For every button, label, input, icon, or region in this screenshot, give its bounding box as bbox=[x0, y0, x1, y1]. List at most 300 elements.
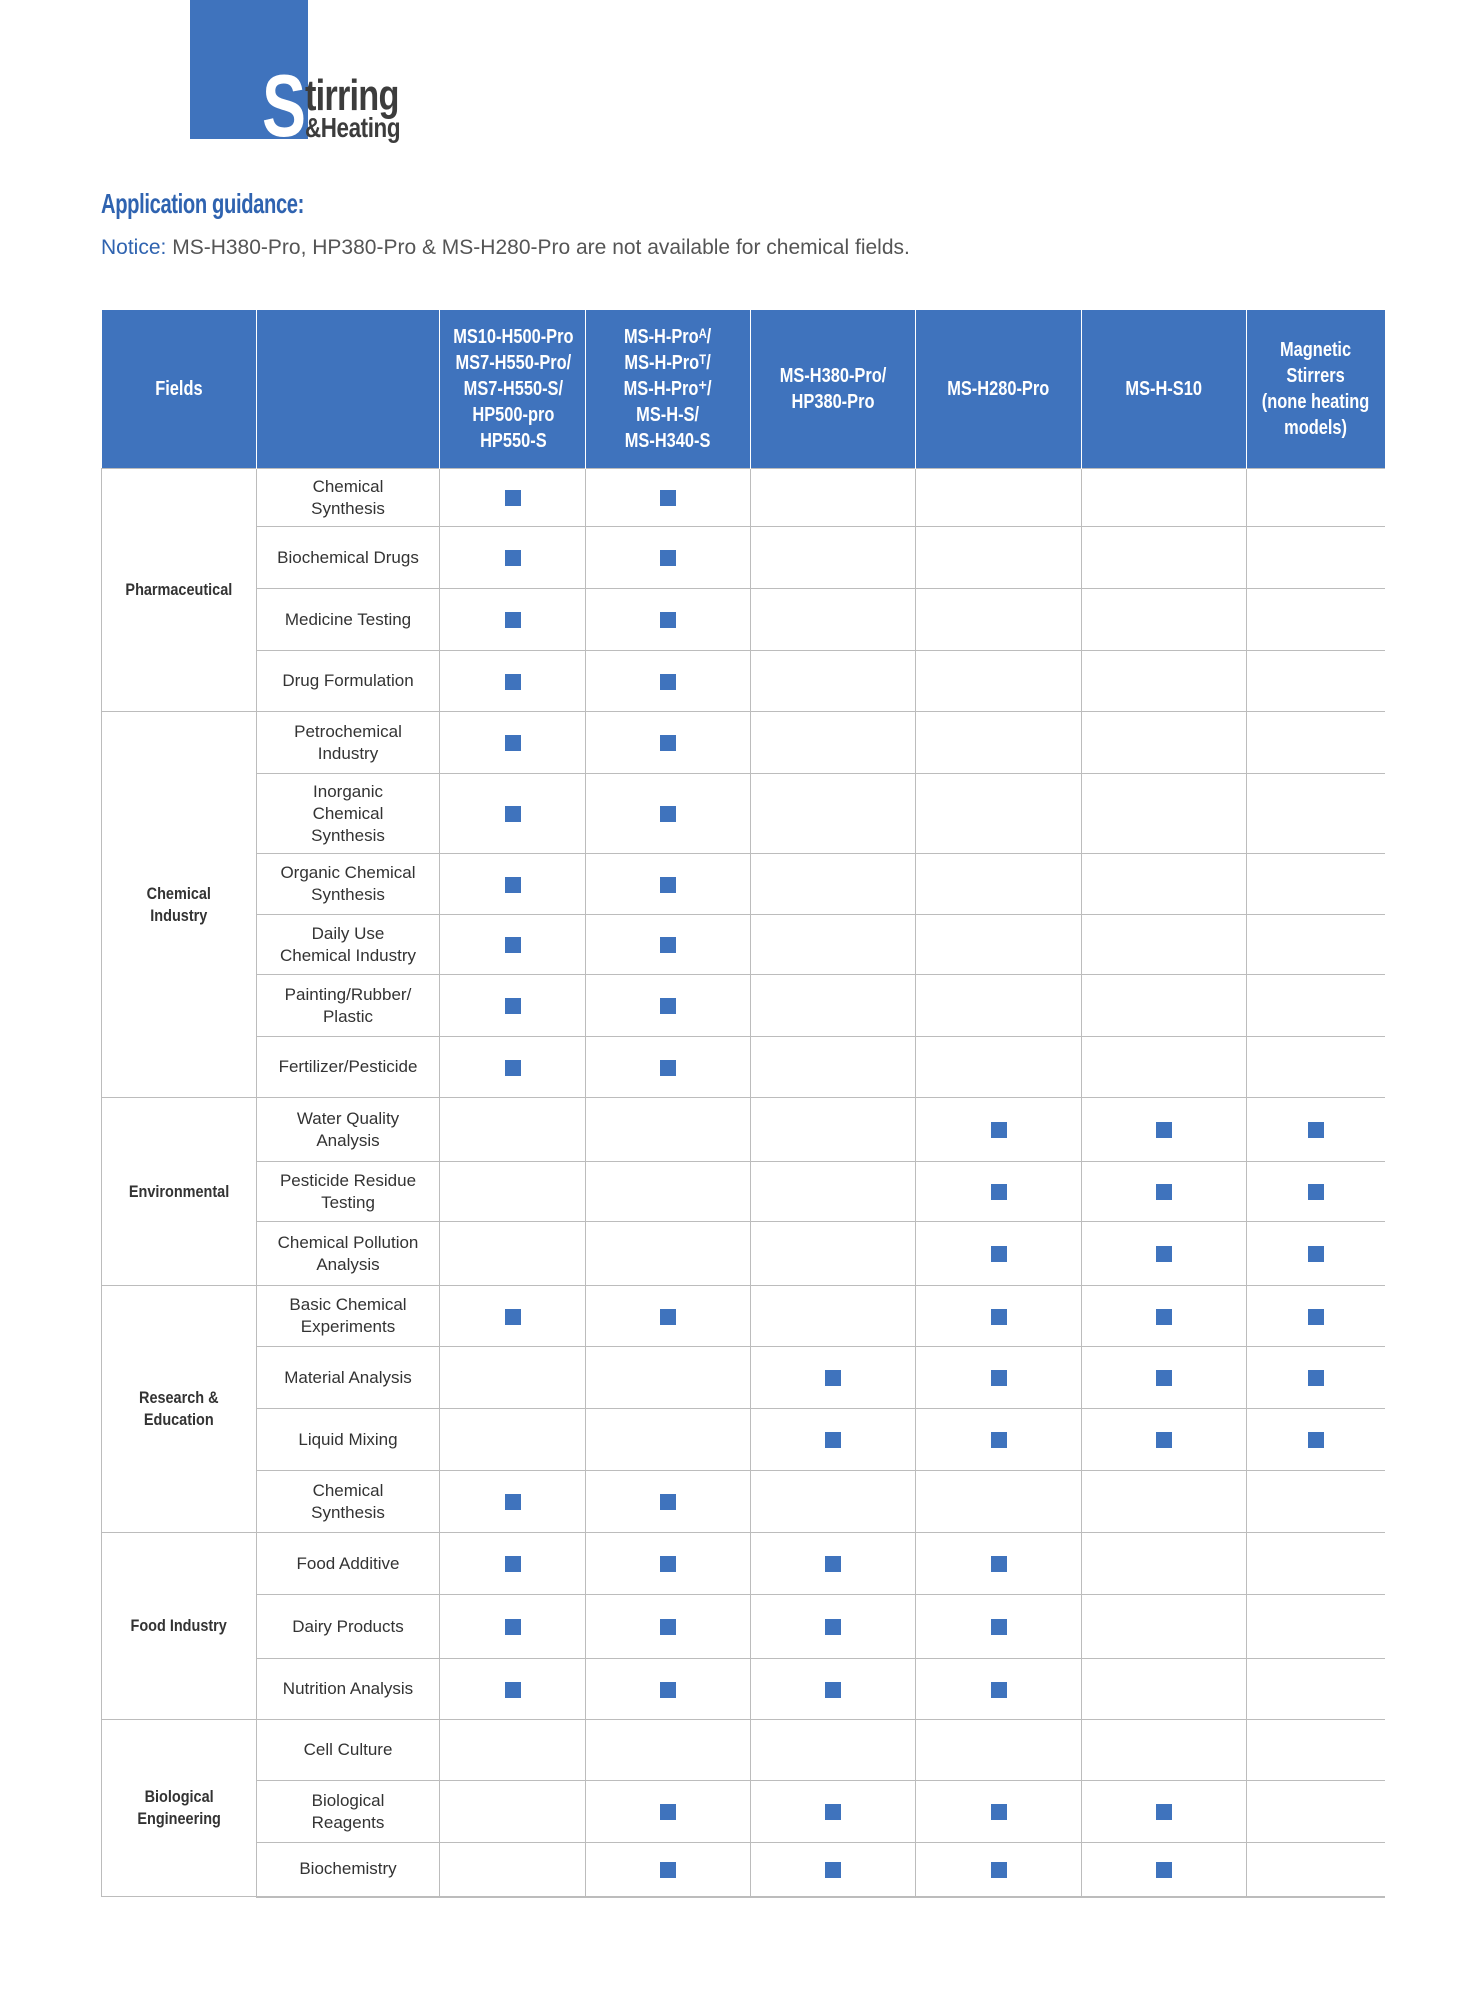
check-square-icon bbox=[505, 937, 521, 953]
compatibility-cell bbox=[440, 1286, 586, 1347]
check-square-icon bbox=[660, 877, 676, 893]
compatibility-cell bbox=[751, 1347, 916, 1409]
compatibility-cell bbox=[1247, 1595, 1385, 1659]
table-row bbox=[102, 651, 1385, 712]
compatibility-cell bbox=[751, 1222, 916, 1286]
compatibility-cell bbox=[440, 854, 586, 915]
compatibility-cell bbox=[440, 1409, 586, 1471]
check-square-icon bbox=[825, 1804, 841, 1820]
compatibility-cell bbox=[751, 469, 916, 527]
compatibility-cell bbox=[1082, 1843, 1247, 1897]
header-label-line: (none heating bbox=[1261, 391, 1370, 413]
application-name bbox=[257, 1286, 440, 1347]
compatibility-cell bbox=[1247, 1533, 1385, 1595]
field-label bbox=[102, 1098, 257, 1286]
check-square-icon bbox=[660, 735, 676, 751]
compatibility-cell bbox=[751, 1098, 916, 1162]
header-model-col-6 bbox=[1247, 310, 1385, 469]
check-square-icon bbox=[660, 1494, 676, 1510]
application-name-line: Dairy Products bbox=[292, 1616, 404, 1636]
notice bbox=[101, 236, 910, 260]
compatibility-cell bbox=[751, 589, 916, 651]
header-label bbox=[1126, 376, 1203, 402]
field-label bbox=[102, 1286, 257, 1533]
application-name bbox=[257, 915, 440, 975]
compatibility-cell bbox=[916, 651, 1082, 712]
check-square-icon bbox=[660, 998, 676, 1014]
application-name-line: Chemical Industry bbox=[279, 945, 417, 965]
compatibility-cell bbox=[751, 975, 916, 1037]
compatibility-cell bbox=[1247, 1720, 1385, 1781]
compatibility-cell bbox=[586, 1347, 751, 1409]
application-name bbox=[257, 1471, 440, 1533]
header-label-line: models) bbox=[1284, 417, 1348, 439]
check-square-icon bbox=[991, 1122, 1007, 1138]
check-square-icon bbox=[1156, 1122, 1172, 1138]
compatibility-cell bbox=[440, 1781, 586, 1843]
compatibility-cell bbox=[440, 1595, 586, 1659]
field-label-text bbox=[131, 1615, 227, 1637]
application-name-line: Synthesis bbox=[311, 498, 385, 518]
check-square-icon bbox=[991, 1370, 1007, 1386]
compatibility-cell bbox=[751, 651, 916, 712]
header-model-col-4 bbox=[916, 310, 1082, 469]
application-name-line: Biochemistry bbox=[299, 1859, 397, 1879]
check-square-icon bbox=[505, 1682, 521, 1698]
field-label-text bbox=[147, 883, 211, 927]
check-square-icon bbox=[505, 806, 521, 822]
table-row bbox=[102, 527, 1385, 589]
check-square-icon bbox=[505, 674, 521, 690]
compatibility-cell bbox=[751, 854, 916, 915]
compatibility-cell bbox=[1082, 1286, 1247, 1347]
application-name-line: Drug Formulation bbox=[282, 671, 414, 690]
compatibility-cell bbox=[586, 1162, 751, 1222]
check-square-icon bbox=[991, 1184, 1007, 1200]
check-square-icon bbox=[991, 1556, 1007, 1572]
application-name bbox=[257, 975, 440, 1037]
header-label-line: MS-H-Proᵀ/ bbox=[624, 352, 712, 374]
check-square-icon bbox=[505, 998, 521, 1014]
compatibility-cell bbox=[916, 1471, 1082, 1533]
application-name-line: Analysis bbox=[316, 1254, 380, 1274]
logo-word-stirring: tirring bbox=[305, 71, 399, 120]
compatibility-cell bbox=[586, 1222, 751, 1286]
compatibility-cell bbox=[1247, 774, 1385, 854]
compatibility-cell bbox=[1082, 1037, 1247, 1098]
compatibility-cell bbox=[586, 1098, 751, 1162]
application-name bbox=[257, 1162, 440, 1222]
application-name bbox=[257, 712, 440, 774]
application-name bbox=[257, 1843, 440, 1897]
compatibility-cell bbox=[751, 774, 916, 854]
notice-text: MS-H380-Pro, HP380-Pro & MS-H280-Pro are not available for chemical fields. bbox=[172, 236, 910, 259]
compatibility-cell bbox=[916, 975, 1082, 1037]
application-name bbox=[257, 1659, 440, 1720]
field-label-text bbox=[139, 1387, 219, 1431]
header-fields: Fields bbox=[102, 310, 257, 469]
compatibility-cell bbox=[1082, 1720, 1247, 1781]
compatibility-cell bbox=[1247, 1286, 1385, 1347]
header-label bbox=[1262, 337, 1370, 441]
compatibility-cell bbox=[1247, 854, 1385, 915]
compatibility-cell bbox=[1247, 1037, 1385, 1098]
compatibility-cell bbox=[1082, 1781, 1247, 1843]
header-label-line: MS10-H500-Pro bbox=[453, 326, 574, 348]
table-row bbox=[102, 774, 1385, 854]
compatibility-cell bbox=[440, 527, 586, 589]
header-label-line: HP380-Pro bbox=[791, 391, 875, 413]
application-name-line: Reagents bbox=[311, 1812, 385, 1832]
compatibility-cell bbox=[586, 1471, 751, 1533]
compatibility-cell bbox=[916, 1286, 1082, 1347]
compatibility-cell bbox=[586, 1037, 751, 1098]
check-square-icon bbox=[505, 1494, 521, 1510]
check-square-icon bbox=[660, 1804, 676, 1820]
compatibility-cell bbox=[586, 469, 751, 527]
compatibility-cell bbox=[1082, 854, 1247, 915]
compatibility-cell bbox=[440, 1720, 586, 1781]
header-label-line: MS-H-Proᴬ/ bbox=[624, 326, 712, 348]
header-label bbox=[624, 324, 712, 454]
table-row bbox=[102, 1781, 1385, 1843]
compatibility-cell bbox=[916, 1659, 1082, 1720]
compatibility-cell bbox=[751, 1471, 916, 1533]
compatibility-cell bbox=[586, 651, 751, 712]
header-label-line: Magnetic bbox=[1280, 339, 1352, 361]
application-name-line: Liquid Mixing bbox=[298, 1429, 398, 1449]
compatibility-cell bbox=[440, 1162, 586, 1222]
compatibility-cell bbox=[586, 854, 751, 915]
application-name-line: Cell Culture bbox=[303, 1740, 393, 1759]
field-label-line: Industry bbox=[150, 905, 208, 925]
field-label bbox=[102, 712, 257, 1098]
field-label-line: Biological bbox=[144, 1787, 214, 1806]
compatibility-cell bbox=[440, 1347, 586, 1409]
header-label-line: MS-H-S10 bbox=[1125, 378, 1203, 400]
header-model-col-3 bbox=[751, 310, 916, 469]
check-square-icon bbox=[1308, 1309, 1324, 1325]
table-row bbox=[102, 1471, 1385, 1533]
header-label-line: HP500-pro bbox=[472, 404, 555, 426]
compatibility-cell bbox=[1082, 1659, 1247, 1720]
compatibility-cell bbox=[440, 1222, 586, 1286]
compatibility-cell bbox=[586, 975, 751, 1037]
compatibility-cell bbox=[1247, 915, 1385, 975]
compatibility-cell bbox=[440, 589, 586, 651]
application-name-line: Experiments bbox=[300, 1317, 396, 1336]
application-name bbox=[257, 1098, 440, 1162]
compatibility-cell bbox=[586, 1781, 751, 1843]
check-square-icon bbox=[505, 550, 521, 566]
compatibility-cell bbox=[916, 774, 1082, 854]
application-name-line: Fertilizer/Pesticide bbox=[278, 1057, 418, 1076]
check-square-icon bbox=[1308, 1370, 1324, 1386]
application-name bbox=[257, 854, 440, 915]
table-row bbox=[102, 469, 1385, 527]
check-square-icon bbox=[1308, 1246, 1324, 1262]
application-name-line: Chemical Pollution bbox=[277, 1232, 419, 1252]
field-label-text bbox=[129, 1181, 229, 1203]
application-name-line: Synthesis bbox=[311, 885, 385, 904]
compatibility-cell bbox=[1247, 469, 1385, 527]
field-label bbox=[102, 469, 257, 712]
compatibility-cell bbox=[916, 589, 1082, 651]
compatibility-cell bbox=[916, 1347, 1082, 1409]
compatibility-cell bbox=[1247, 1222, 1385, 1286]
application-name bbox=[257, 1347, 440, 1409]
header-label-line: MS-H280-Pro bbox=[947, 378, 1050, 400]
application-name-line: Synthesis bbox=[311, 825, 385, 845]
compatibility-cell bbox=[1082, 774, 1247, 854]
check-square-icon bbox=[505, 612, 521, 628]
compatibility-cell bbox=[586, 1286, 751, 1347]
compatibility-cell bbox=[916, 1409, 1082, 1471]
compatibility-cell bbox=[440, 915, 586, 975]
compatibility-cell bbox=[916, 712, 1082, 774]
compatibility-cell bbox=[916, 1037, 1082, 1098]
check-square-icon bbox=[825, 1370, 841, 1386]
compatibility-cell bbox=[586, 1533, 751, 1595]
header-label bbox=[453, 324, 573, 454]
application-name-line: Plastic bbox=[322, 1006, 374, 1026]
table-row bbox=[102, 1843, 1385, 1897]
compatibility-cell bbox=[586, 915, 751, 975]
check-square-icon bbox=[825, 1862, 841, 1878]
check-square-icon bbox=[1156, 1184, 1172, 1200]
application-name-line: Analysis bbox=[316, 1130, 380, 1150]
table-row bbox=[102, 1037, 1385, 1098]
compatibility-cell bbox=[440, 1533, 586, 1595]
table-row bbox=[102, 1659, 1385, 1720]
check-square-icon bbox=[660, 674, 676, 690]
field-label bbox=[102, 1533, 257, 1720]
check-square-icon bbox=[505, 877, 521, 893]
application-name-line: Chemical bbox=[312, 1480, 384, 1500]
table-row bbox=[102, 1162, 1385, 1222]
compatibility-cell bbox=[1247, 1843, 1385, 1897]
field-label bbox=[102, 1720, 257, 1897]
check-square-icon bbox=[1156, 1804, 1172, 1820]
compatibility-cell bbox=[1082, 712, 1247, 774]
compatibility-cell bbox=[440, 1037, 586, 1098]
check-square-icon bbox=[991, 1862, 1007, 1878]
compatibility-cell bbox=[1247, 1347, 1385, 1409]
header-row bbox=[102, 310, 1385, 469]
compatibility-cell bbox=[751, 1286, 916, 1347]
compatibility-cell bbox=[916, 854, 1082, 915]
compatibility-cell bbox=[751, 527, 916, 589]
table-row bbox=[102, 915, 1385, 975]
check-square-icon bbox=[991, 1804, 1007, 1820]
header-label-line: MS7-H550-Pro/ bbox=[455, 352, 572, 374]
compatibility-cell bbox=[440, 975, 586, 1037]
header-model-col-1 bbox=[440, 310, 586, 469]
field-label-line: Engineering bbox=[137, 1809, 221, 1828]
compatibility-cell bbox=[1247, 651, 1385, 712]
check-square-icon bbox=[505, 1060, 521, 1076]
check-square-icon bbox=[1156, 1246, 1172, 1262]
application-name-line: Painting/Rubber/ bbox=[284, 984, 412, 1004]
compatibility-cell bbox=[586, 1659, 751, 1720]
application-name bbox=[257, 1037, 440, 1098]
compatibility-cell bbox=[440, 1659, 586, 1720]
header-label-line: Stirrers bbox=[1286, 365, 1345, 387]
compatibility-cell bbox=[586, 527, 751, 589]
check-square-icon bbox=[660, 806, 676, 822]
header-model-col-2 bbox=[586, 310, 751, 469]
field-label-line: Food Industry bbox=[130, 1616, 228, 1635]
compatibility-cell bbox=[1247, 1659, 1385, 1720]
table-row bbox=[102, 854, 1385, 915]
notice-label: Notice: bbox=[101, 236, 167, 259]
compatibility-cell bbox=[1082, 1222, 1247, 1286]
compatibility-cell bbox=[751, 1533, 916, 1595]
compatibility-cell bbox=[1247, 1471, 1385, 1533]
application-name-line: Material Analysis bbox=[284, 1367, 412, 1387]
check-square-icon bbox=[660, 937, 676, 953]
application-name-line: Food Additive bbox=[296, 1553, 400, 1573]
application-name bbox=[257, 1409, 440, 1471]
table-row bbox=[102, 712, 1385, 774]
compatibility-cell bbox=[1082, 1409, 1247, 1471]
compatibility-cell bbox=[440, 774, 586, 854]
compatibility-cell bbox=[1247, 589, 1385, 651]
application-name-line: Synthesis bbox=[311, 1502, 385, 1522]
check-square-icon bbox=[505, 735, 521, 751]
compatibility-cell bbox=[916, 915, 1082, 975]
check-square-icon bbox=[825, 1556, 841, 1572]
compatibility-cell bbox=[586, 1409, 751, 1471]
compatibility-cell bbox=[1082, 1347, 1247, 1409]
header-label-line: MS-H-Pro⁺/ bbox=[624, 378, 712, 400]
compatibility-cell bbox=[751, 1720, 916, 1781]
compatibility-cell bbox=[916, 1162, 1082, 1222]
compatibility-cell bbox=[1247, 527, 1385, 589]
application-name bbox=[257, 527, 440, 589]
compatibility-cell bbox=[440, 1098, 586, 1162]
application-name bbox=[257, 1222, 440, 1286]
check-square-icon bbox=[1308, 1184, 1324, 1200]
header-label-line: MS-H380-Pro/ bbox=[779, 365, 887, 387]
page-heading: Application guidance: bbox=[101, 188, 305, 219]
header-label bbox=[947, 376, 1049, 402]
table-row bbox=[102, 1720, 1385, 1781]
header-application bbox=[257, 310, 440, 469]
logo-word-heating: &Heating bbox=[305, 112, 401, 143]
check-square-icon bbox=[1156, 1370, 1172, 1386]
application-name bbox=[257, 1595, 440, 1659]
compatibility-cell bbox=[1082, 651, 1247, 712]
check-square-icon bbox=[1308, 1432, 1324, 1448]
check-square-icon bbox=[825, 1682, 841, 1698]
header-label bbox=[780, 363, 887, 415]
compatibility-cell bbox=[1082, 527, 1247, 589]
application-name bbox=[257, 589, 440, 651]
compatibility-cell bbox=[751, 1659, 916, 1720]
application-name-line: Petrochemical bbox=[294, 721, 402, 741]
compatibility-cell bbox=[440, 1843, 586, 1897]
compatibility-cell bbox=[1082, 589, 1247, 651]
check-square-icon bbox=[991, 1432, 1007, 1448]
check-square-icon bbox=[660, 1060, 676, 1076]
field-label-line: Chemical bbox=[146, 883, 212, 903]
compatibility-cell bbox=[1247, 712, 1385, 774]
table-row bbox=[102, 1533, 1385, 1595]
application-name bbox=[257, 1720, 440, 1781]
compatibility-cell bbox=[440, 469, 586, 527]
compatibility-cell bbox=[916, 1843, 1082, 1897]
application-name-line: Nutrition Analysis bbox=[282, 1679, 414, 1698]
check-square-icon bbox=[660, 550, 676, 566]
compatibility-cell bbox=[440, 1471, 586, 1533]
field-label-line: Pharmaceutical bbox=[125, 580, 233, 599]
compatibility-cell bbox=[440, 651, 586, 712]
compatibility-cell bbox=[1082, 1162, 1247, 1222]
application-name-line: Daily Use bbox=[311, 923, 385, 943]
check-square-icon bbox=[825, 1619, 841, 1635]
application-name-line: Pesticide Residue bbox=[279, 1170, 417, 1190]
check-square-icon bbox=[1156, 1309, 1172, 1325]
check-square-icon bbox=[991, 1246, 1007, 1262]
header-label-line: HP550-S bbox=[480, 430, 547, 452]
compatibility-cell bbox=[916, 1222, 1082, 1286]
check-square-icon bbox=[991, 1682, 1007, 1698]
compatibility-cell bbox=[916, 1098, 1082, 1162]
compatibility-cell bbox=[751, 1781, 916, 1843]
compatibility-cell bbox=[1082, 469, 1247, 527]
check-square-icon bbox=[825, 1432, 841, 1448]
table-row bbox=[102, 1098, 1385, 1162]
check-square-icon bbox=[505, 490, 521, 506]
table-row bbox=[102, 1409, 1385, 1471]
check-square-icon bbox=[660, 1309, 676, 1325]
application-name-line: Chemical bbox=[312, 476, 384, 496]
compatibility-cell bbox=[586, 774, 751, 854]
table-row bbox=[102, 589, 1385, 651]
compatibility-cell bbox=[1082, 1533, 1247, 1595]
field-label-line: Research & bbox=[139, 1388, 219, 1407]
check-square-icon bbox=[660, 490, 676, 506]
application-name-line: Basic Chemical bbox=[289, 1295, 407, 1314]
compatibility-cell bbox=[751, 1037, 916, 1098]
application-name-line: Inorganic bbox=[313, 781, 383, 801]
compatibility-cell bbox=[916, 1595, 1082, 1659]
application-name bbox=[257, 469, 440, 527]
compatibility-cell bbox=[751, 1409, 916, 1471]
table-row bbox=[102, 975, 1385, 1037]
check-square-icon bbox=[505, 1619, 521, 1635]
application-name-line: Water Quality bbox=[296, 1108, 400, 1128]
compatibility-cell bbox=[751, 1162, 916, 1222]
compatibility-cell bbox=[440, 712, 586, 774]
application-name-line: Industry bbox=[317, 743, 379, 763]
check-square-icon bbox=[1156, 1432, 1172, 1448]
application-name-line: Biochemical Drugs bbox=[277, 547, 419, 567]
application-name-line: Testing bbox=[321, 1192, 375, 1212]
compatibility-cell bbox=[1082, 1471, 1247, 1533]
compatibility-cell bbox=[1082, 915, 1247, 975]
check-square-icon bbox=[505, 1309, 521, 1325]
check-square-icon bbox=[1156, 1862, 1172, 1878]
table-row bbox=[102, 1286, 1385, 1347]
field-label-line: Education bbox=[144, 1410, 214, 1429]
compatibility-cell bbox=[586, 1720, 751, 1781]
check-square-icon bbox=[660, 1556, 676, 1572]
compatibility-cell bbox=[1247, 1409, 1385, 1471]
compatibility-cell bbox=[1082, 975, 1247, 1037]
compatibility-cell bbox=[1247, 975, 1385, 1037]
